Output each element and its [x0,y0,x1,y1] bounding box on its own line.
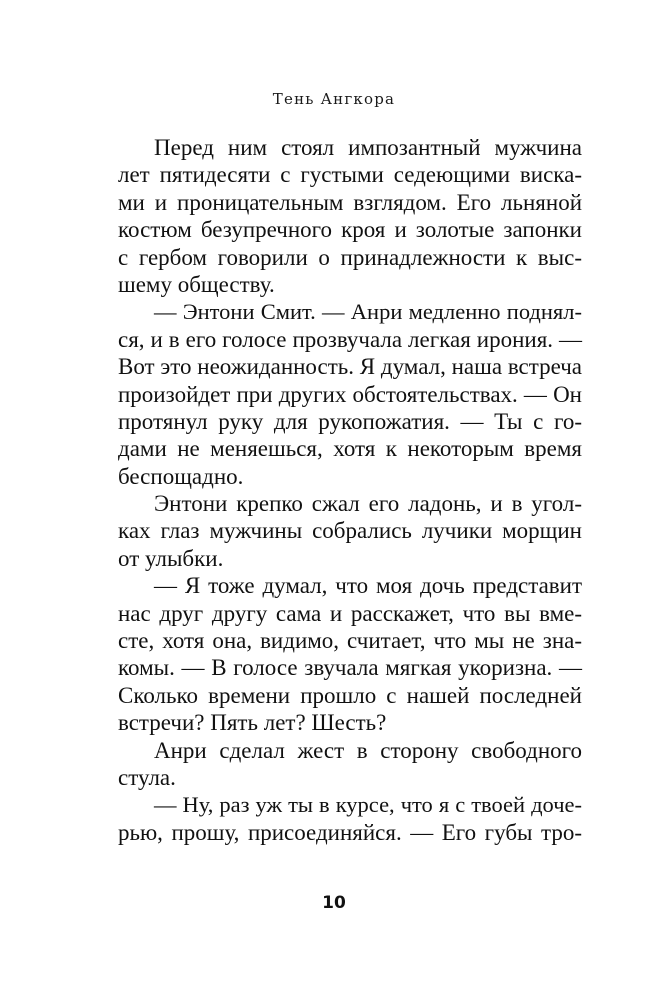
body-text [118,134,582,846]
text-line: шему обществу. [118,271,275,297]
text-line: стула. [118,764,176,790]
text-line: комы. — В голосе звучала мягкая укоризна. — [118,655,582,681]
text-line: костюм безупречного кроя и золотые запонки [118,217,582,243]
text-line: рью, прошу, присоединяйся. — Его губы тро- [118,819,582,845]
text-line: — Ну, раз уж ты в курсе, что я с твоей доче- [154,792,582,818]
text-line: дами не меняешься, хотя к некоторым время [118,436,582,462]
text-line: Вот это неожиданность. Я думал, наша встреча [118,354,582,380]
page-number: 10 [322,893,346,913]
text-line: ках глаз мужчины собрались лучики морщин [118,518,582,544]
text-line: нас друг другу сама и расскажет, что вы вме- [118,600,582,626]
text-line: встречи? Пять лет? Шесть? [118,710,387,736]
text-line: протянул руку для рукопожатия. — Ты с го- [118,408,582,434]
text-line: ся, и в его голосе прозвучала легкая ирония. — [118,326,582,352]
text-line: Анри сделал жест в сторону свободного [154,737,582,763]
text-line: — Энтони Смит. — Анри медленно поднял- [154,299,582,325]
text-line: беспощадно. [118,463,244,489]
text-line: от улыбки. [118,545,224,571]
running-head: Тень Ангкора [272,90,396,108]
text-line: Сколько времени прошло с нашей последней [118,682,582,708]
text-line: сте, хотя она, видимо, считает, что мы не зна- [118,628,582,654]
text-line: ми и проницательным взглядом. Его льняной [118,189,582,215]
text-line: — Я тоже думал, что моя дочь представит [154,573,582,599]
text-line: Энтони крепко сжал его ладонь, и в угол- [154,491,582,517]
text-line: произойдет при других обстоятельствах. — Он [118,381,582,407]
text-line: Перед ним стоял импозантный мужчина [154,135,582,160]
text-line: с гербом говорили о принадлежности к выс- [118,244,582,270]
text-line: лет пятидесяти с густыми седеющими виска- [118,162,582,188]
